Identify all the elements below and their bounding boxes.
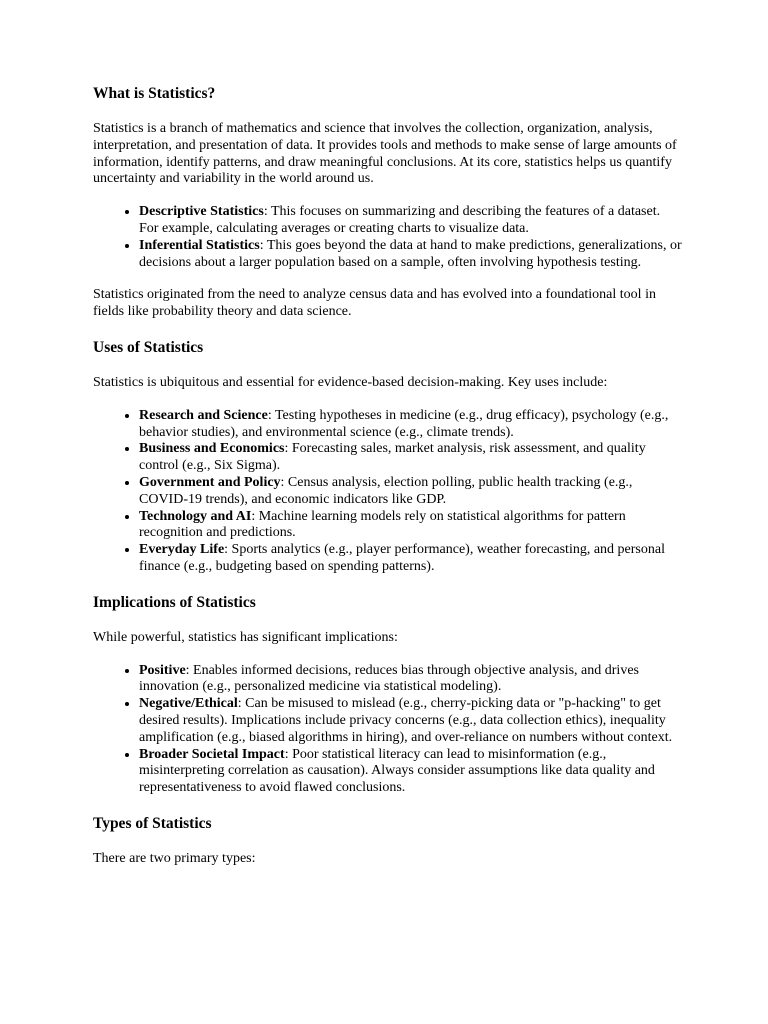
list-item-term: Research and Science <box>139 407 268 423</box>
heading-uses-of-statistics: Uses of Statistics <box>93 338 204 356</box>
list-item-text: : Testing hypotheses in medicine (e.g., drug efficacy), psychology (e.g., behavior studies), and environmental science (e.g., climate trends). <box>139 407 669 440</box>
list-item-text: : Sports analytics (e.g., player performance), weather forecasting, and personal finance (e.g., budgeting based on spending patterns). <box>139 542 665 574</box>
list-item <box>139 238 683 272</box>
list-implications <box>93 663 683 797</box>
list-item <box>139 441 683 475</box>
heading-implications-of-statistics: Implications of Statistics <box>93 593 256 611</box>
list-item-text: : Enables informed decisions, reduces bias through objective analysis, and drives innovation (e.g., personalized medicine via statistical modeling). <box>139 662 639 695</box>
list-item-text: : This focuses on summarizing and describing the features of a dataset. For example, calculating averages or creating charts to visualize data. <box>139 204 661 236</box>
list-item-term: Business and Economics <box>139 441 285 457</box>
paragraph-types-intro: There are two primary types: <box>93 850 256 866</box>
list-item-term: Everyday Life <box>139 542 225 558</box>
list-item <box>139 408 683 442</box>
list-item-text: : Forecasting sales, market analysis, risk assessment, and quality control (e.g., Six Sigma). <box>139 441 646 474</box>
list-item <box>139 696 683 746</box>
heading-types-of-statistics: Types of Statistics <box>93 814 212 832</box>
list-item <box>139 747 683 797</box>
list-item-term: Descriptive Statistics <box>139 204 264 220</box>
document-body <box>93 84 683 868</box>
list-item <box>139 542 683 576</box>
list-item-text: : This goes beyond the data at hand to make predictions, generalizations, or decisions about a larger population based on a sample, often involving hypothesis testing. <box>139 237 682 270</box>
list-item-text: : Census analysis, election polling, public health tracking (e.g., COVID-19 trends), and economic indicators like GDP. <box>139 474 633 507</box>
list-item <box>139 509 683 543</box>
list-item-text: : Machine learning models rely on statistical algorithms for pattern recognition and predictions. <box>139 508 626 541</box>
list-item-term: Positive <box>139 662 186 678</box>
list-item-term: Negative/Ethical <box>139 696 238 712</box>
list-item <box>139 663 683 697</box>
heading-what-is-statistics: What is Statistics? <box>93 85 216 102</box>
paragraph-what-intro: Statistics is a branch of mathematics and science that involves the collection, organization, analysis, interpretation, and presentation of data. It provides tools and methods to make sense of large amounts of information, identify patterns, and draw meaningful conclusions. At its core, statistics helps us quantify uncertainty and variability in the world around us. <box>93 121 677 187</box>
list-item-term: Inferential Statistics <box>139 237 260 253</box>
list-item <box>139 475 683 509</box>
paragraph-uses-intro: Statistics is ubiquitous and essential for evidence-based decision-making. Key uses include: <box>93 374 608 390</box>
paragraph-what-outro: Statistics originated from the need to analyze census data and has evolved into a foundational tool in fields like probability theory and data science. <box>93 287 656 320</box>
list-item-text: : Poor statistical literacy can lead to misinformation (e.g., misinterpreting correlation as causation). Always consider assumptions like data quality and representativeness to avoid flawed conclusions. <box>139 746 655 796</box>
list-item <box>139 204 683 238</box>
list-item-term: Technology and AI <box>139 508 252 524</box>
list-uses <box>93 408 683 576</box>
list-item-term: Government and Policy <box>139 474 281 490</box>
list-statistics-branches <box>93 204 683 271</box>
list-item-text: : Can be misused to mislead (e.g., cherry-picking data or "p-hacking" to get desired results). Implications include privacy concerns (e.g., data collection ethics), inequality amplification (e.g., biased algorithms in hiring), and over-reliance on numbers without context. <box>139 696 673 745</box>
paragraph-implications-intro: While powerful, statistics has significant implications: <box>93 629 398 645</box>
list-item-term: Broader Societal Impact <box>139 746 285 762</box>
